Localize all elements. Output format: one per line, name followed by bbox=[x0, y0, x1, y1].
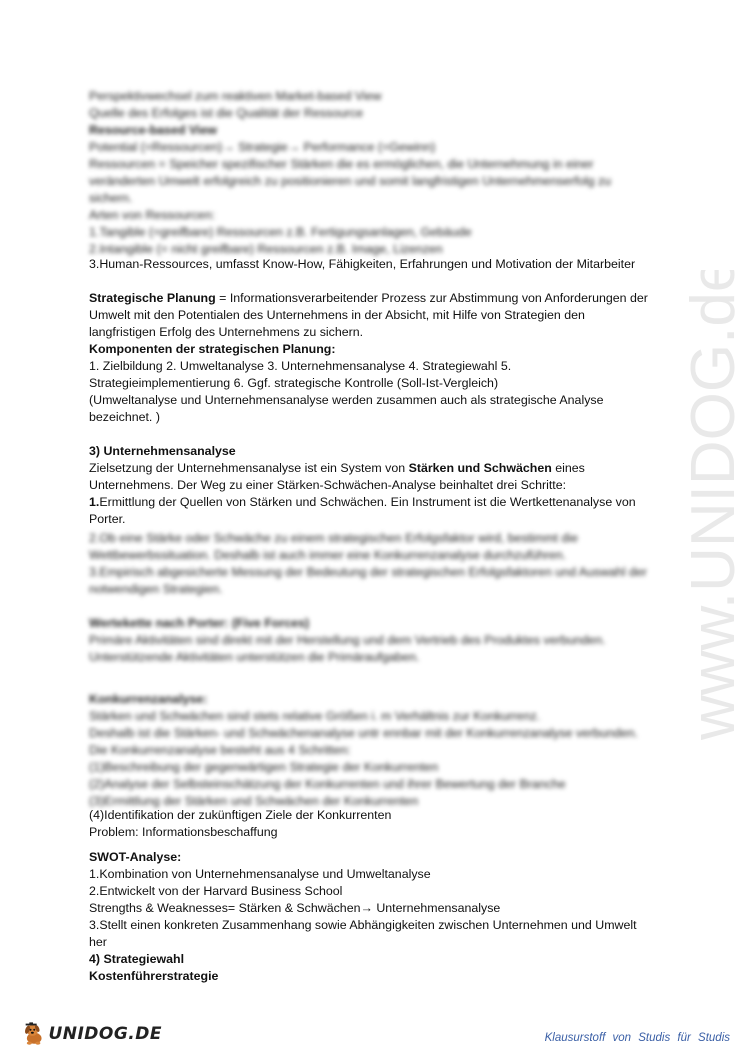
blurred-text-line: Unterstützende Aktivitäten unterstützen die Primäraufgaben. bbox=[89, 650, 420, 664]
unidog-logo[interactable] bbox=[22, 1014, 162, 1054]
text-line: Umwelt mit den Potentialen des Unternehmens in der Absicht, mit Hilfe von Strategien den bbox=[89, 308, 585, 322]
dog-mascot-icon bbox=[22, 1015, 46, 1053]
blurred-text-line: Ressourcen = Speicher spezifischer Stärken die es ermöglichen, die Unternehmung in einer bbox=[89, 157, 594, 171]
document-body bbox=[89, 88, 669, 985]
text-line: Strengths & Weaknesses= Stärken & Schwächen→ Unternehmensanalyse bbox=[89, 901, 501, 915]
text-line: Unternehmens. Der Weg zu einer Stärken-Schwächen-Analyse beinhaltet drei Schritte: bbox=[89, 478, 567, 492]
blurred-text-line: 2.Intangible (= nicht greifbare) Ressourcen z.B. Image, Lizenzen bbox=[89, 242, 443, 256]
blurred-text-line: sichern. bbox=[89, 191, 133, 205]
text-line: 1.Kombination von Unternehmensanalyse und Umweltanalyse bbox=[89, 867, 431, 881]
human-resources-line: 3.Human-Ressources, umfasst Know-How, Fähigkeiten, Erfahrungen und Motivation der Mitarbeiter bbox=[89, 257, 636, 271]
blurred-section-konkurrenzanalyse bbox=[89, 691, 669, 810]
text-line: 3.Stellt einen konkreten Zusammenhang sowie Abhängigkeiten zwischen Unternehmen und Umwelt bbox=[89, 918, 637, 932]
problem-line: Problem: Informationsbeschaffung bbox=[89, 825, 278, 839]
text-line: (4)Identifikation der zukünftigen Ziele der Konkurrenten bbox=[89, 808, 392, 822]
text-line: 1. Zielbildung 2. Umweltanalyse 3. Unternehmensanalyse 4. Strategiewahl 5. bbox=[89, 359, 512, 373]
watermark-text: www.UNIDOG.de bbox=[679, 270, 748, 740]
blurred-section-wertekette bbox=[89, 615, 669, 666]
watermark bbox=[642, 270, 750, 740]
components-heading: Komponenten der strategischen Planung: bbox=[89, 342, 336, 356]
text-line: 2.Entwickelt von der Harvard Business School bbox=[89, 884, 343, 898]
blurred-text-line: Deshalb ist die Stärken- und Schwächenanalyse untr ennbar mit der Konkurrenzanalyse verbunden. bbox=[89, 726, 638, 740]
blurred-text-line: (3)Ermittlung der Stärken und Schwächen der Konkurrenten bbox=[89, 794, 419, 808]
text-line: Strategieimplementierung 6. Ggf. strategische Kontrolle (Soll-Ist-Vergleich) bbox=[89, 376, 499, 390]
blurred-text-line: Quelle des Erfolges ist die Qualität der Ressource bbox=[89, 106, 364, 120]
text-line: Porter. bbox=[89, 512, 126, 526]
strategic-planning-term: Strategische Planung bbox=[89, 291, 216, 305]
logo-text: UNIDOG.DE bbox=[48, 1024, 162, 1044]
footer-tagline: Klausurstoff von Studis für Studis bbox=[544, 1032, 730, 1044]
blurred-text-line: (1)Beschreibung der gegenwärtigen Strategie der Konkurrenten bbox=[89, 760, 439, 774]
section-heading-unternehmensanalyse: 3) Unternehmensanalyse bbox=[89, 444, 236, 458]
blurred-text-line: 1.Tangible (=greifbare) Ressourcen z.B. Fertigungsanlagen, Gebäude bbox=[89, 225, 472, 239]
blurred-text-line: 3.Empirisch abgesicherte Messung der Bedeutung der strategischen Erfolgsfaktoren und Auswahl der bbox=[89, 565, 647, 579]
blurred-text-line: Primäre Aktivitäten sind direkt mit der Herstellung und dem Vertrieb des Produktes verbunden. bbox=[89, 633, 606, 647]
blurred-section-mid bbox=[89, 530, 669, 598]
text-line: (Umweltanalyse und Unternehmensanalyse werden zusammen auch als strategische Analyse bbox=[89, 393, 604, 407]
blurred-text-line: Resource-based View bbox=[89, 123, 217, 137]
text-line: bezeichnet. ) bbox=[89, 410, 160, 424]
blurred-text-line: Konkurrenzanalyse: bbox=[89, 692, 208, 706]
blurred-text-line: Arten von Ressourcen: bbox=[89, 208, 216, 222]
blurred-text-line: Wertekette nach Porter: (Five Forces) bbox=[89, 616, 310, 630]
blurred-section-top bbox=[89, 88, 669, 258]
arrow-right-icon: → bbox=[360, 901, 373, 915]
text-line: her bbox=[89, 935, 107, 949]
blurred-text-line: (2)Analyse der Selbsteinschätzung der Konkurrenten und ihrer Bewertung der Branche bbox=[89, 777, 566, 791]
blurred-text-line: Stärken und Schwächen sind stets relative Größen i. m Verhältnis zur Konkurrenz. bbox=[89, 709, 541, 723]
blurred-text-line: Perspektivwechsel zum reaktiven Market-based View bbox=[89, 89, 382, 103]
strategic-planning-definition: Strategische Planung = Informationsverarbeitender Prozess zur Abstimmung von Anforderungen der bbox=[89, 291, 648, 305]
blurred-text-line: veränderten Umwelt erfolgreich zu positionieren und somit langfristigen Unternehmenserfolg zu bbox=[89, 174, 612, 188]
subheading-kostenfuehrerstrategie: Kostenführerstrategie bbox=[89, 969, 219, 983]
blurred-text-line: Die Konkurrenzanalyse besteht aus 4 Schritten: bbox=[89, 743, 351, 757]
section-heading-strategiewahl: 4) Strategiewahl bbox=[89, 952, 185, 966]
text-line: Zielsetzung der Unternehmensanalyse ist ein System von Stärken und Schwächen eines bbox=[89, 461, 585, 475]
blurred-text-line: notwendigen Strategien. bbox=[89, 582, 223, 596]
text-line: 1.Ermittlung der Quellen von Stärken und Schwächen. Ein Instrument ist die Wertkettenanalyse von bbox=[89, 495, 636, 509]
text-line: langfristigen Erfolg des Unternehmens zu sichern. bbox=[89, 325, 364, 339]
blurred-text-line: Wettbewerbssituation. Deshalb ist auch immer eine Konkurrenzanalyse durchzuführen. bbox=[89, 548, 567, 562]
blurred-text-line: 2.Ob eine Stärke oder Schwäche zu einem strategischen Erfolgsfaktor wird, bestimmt die bbox=[89, 531, 578, 545]
blurred-text-line: Potential (=Ressourcen)→ Strategie→ Performance (=Gewinn) bbox=[89, 140, 436, 154]
swot-heading: SWOT-Analyse: bbox=[89, 850, 182, 864]
